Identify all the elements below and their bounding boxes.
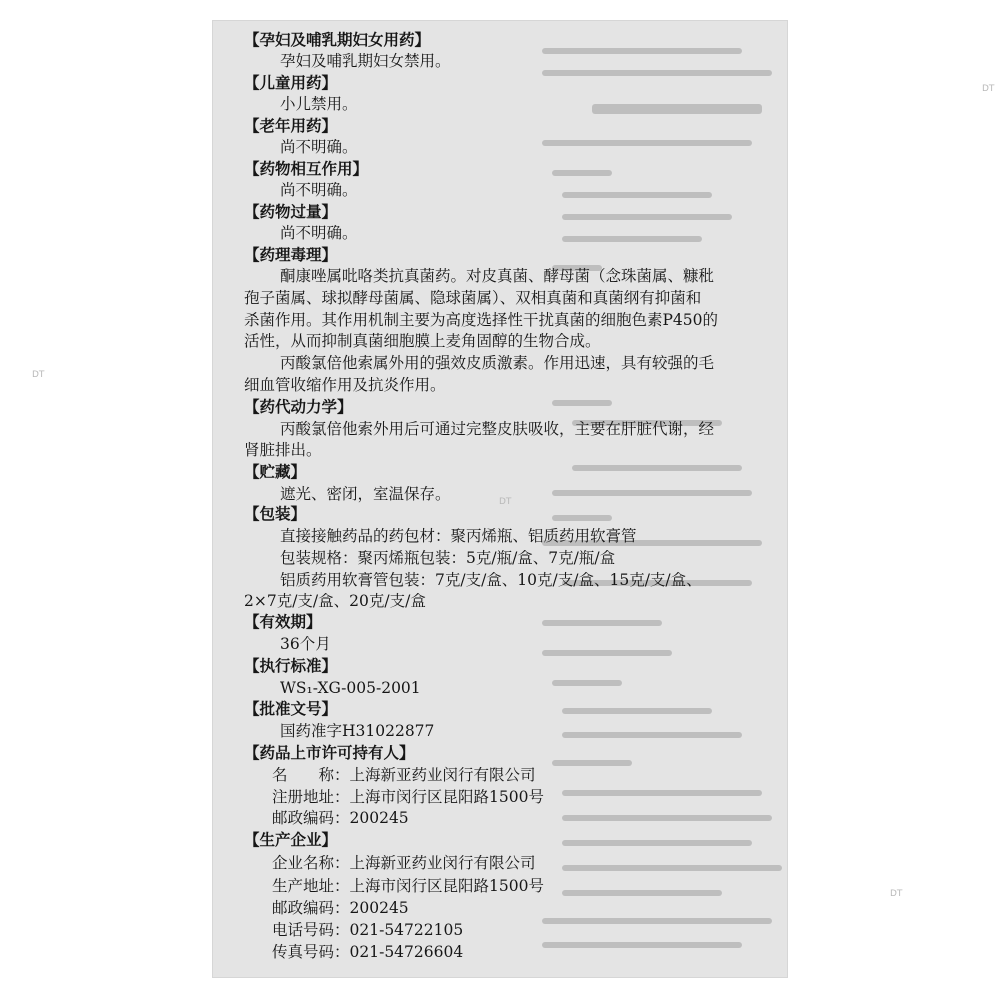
interactions-text: 尚不明确。 — [280, 181, 358, 199]
package-line: 包装规格：聚丙烯瓶包装：5克/瓶/盒、7克/瓶/盒 — [280, 549, 616, 567]
pregnancy-heading: 【孕妇及哺乳期妇女用药】 — [244, 30, 431, 49]
holder-line: 名 称：上海新亚药业闵行有限公司 — [272, 766, 536, 784]
manufacturer-line: 企业名称：上海新亚药业闵行有限公司 — [272, 854, 536, 872]
pharmacology-line: 杀菌作用。其作用机制主要为高度选择性干扰真菌的细胞色素P450的 — [244, 311, 719, 329]
pharmacokinetics-heading: 【药代动力学】 — [244, 397, 353, 416]
manufacturer-line: 生产地址：上海市闵行区昆阳路1500号 — [272, 877, 544, 895]
holder-line: 邮政编码：200245 — [272, 809, 409, 827]
children-text: 小儿禁用。 — [280, 95, 358, 113]
manufacturer-heading: 【生产企业】 — [244, 830, 338, 849]
pharmacokinetics-line: 肾脏排出。 — [244, 441, 322, 459]
approval-heading: 【批准文号】 — [244, 699, 338, 718]
approval-text: 国药准字H31022877 — [280, 722, 435, 740]
elderly-heading: 【老年用药】 — [244, 116, 338, 135]
pharmacology-line: 丙酸氯倍他索属外用的强效皮质激素。作用迅速，具有较强的毛 — [280, 354, 715, 372]
watermark: DT — [890, 889, 903, 899]
storage-heading: 【贮藏】 — [244, 462, 307, 481]
pharmacokinetics-line: 丙酸氯倍他索外用后可通过完整皮肤吸收，主要在肝脏代谢，经 — [280, 420, 715, 438]
validity-text: 36个月 — [280, 635, 331, 653]
package-line: 2×7克/支/盒、20克/支/盒 — [244, 592, 426, 610]
pharmacology-heading: 【药理毒理】 — [244, 245, 338, 264]
pharmacology-line: 活性，从而抑制真菌细胞膜上麦角固醇的生物合成。 — [244, 332, 601, 350]
pharmacology-line: 细血管收缩作用及抗炎作用。 — [244, 376, 446, 394]
watermark: DT — [499, 497, 512, 507]
manufacturer-line: 电话号码：021-54722105 — [272, 921, 464, 939]
package-heading: 【包装】 — [244, 504, 307, 523]
storage-text: 遮光、密闭，室温保存。 — [280, 485, 451, 503]
elderly-text: 尚不明确。 — [280, 138, 358, 156]
interactions-heading: 【药物相互作用】 — [244, 159, 369, 178]
standard-heading: 【执行标准】 — [244, 656, 338, 675]
pharmacology-line: 孢子菌属、球拟酵母菌属、隐球菌属）、双相真菌和真菌纲有抑菌和 — [244, 289, 702, 307]
overdose-heading: 【药物过量】 — [244, 202, 338, 221]
package-line: 直接接触药品的药包材：聚丙烯瓶、铝质药用软膏管 — [280, 527, 637, 545]
watermark: DT — [982, 84, 995, 94]
package-line: 铝质药用软膏管包装：7克/支/盒、10克/支/盒、15克/支/盒、 — [280, 571, 702, 589]
holder-heading: 【药品上市许可持有人】 — [244, 743, 415, 762]
children-heading: 【儿童用药】 — [244, 73, 338, 92]
watermark: DT — [32, 370, 45, 380]
manufacturer-line: 邮政编码：200245 — [272, 899, 409, 917]
holder-line: 注册地址：上海市闵行区昆阳路1500号 — [272, 788, 544, 806]
validity-heading: 【有效期】 — [244, 612, 322, 631]
pregnancy-text: 孕妇及哺乳期妇女禁用。 — [280, 52, 451, 70]
pharmacology-line: 酮康唑属吡咯类抗真菌药。对皮真菌、酵母菌（念珠菌属、糠秕 — [280, 267, 715, 285]
manufacturer-line: 传真号码：021-54726604 — [272, 943, 464, 961]
standard-text: WS₁-XG-005-2001 — [280, 679, 421, 697]
overdose-text: 尚不明确。 — [280, 224, 358, 242]
